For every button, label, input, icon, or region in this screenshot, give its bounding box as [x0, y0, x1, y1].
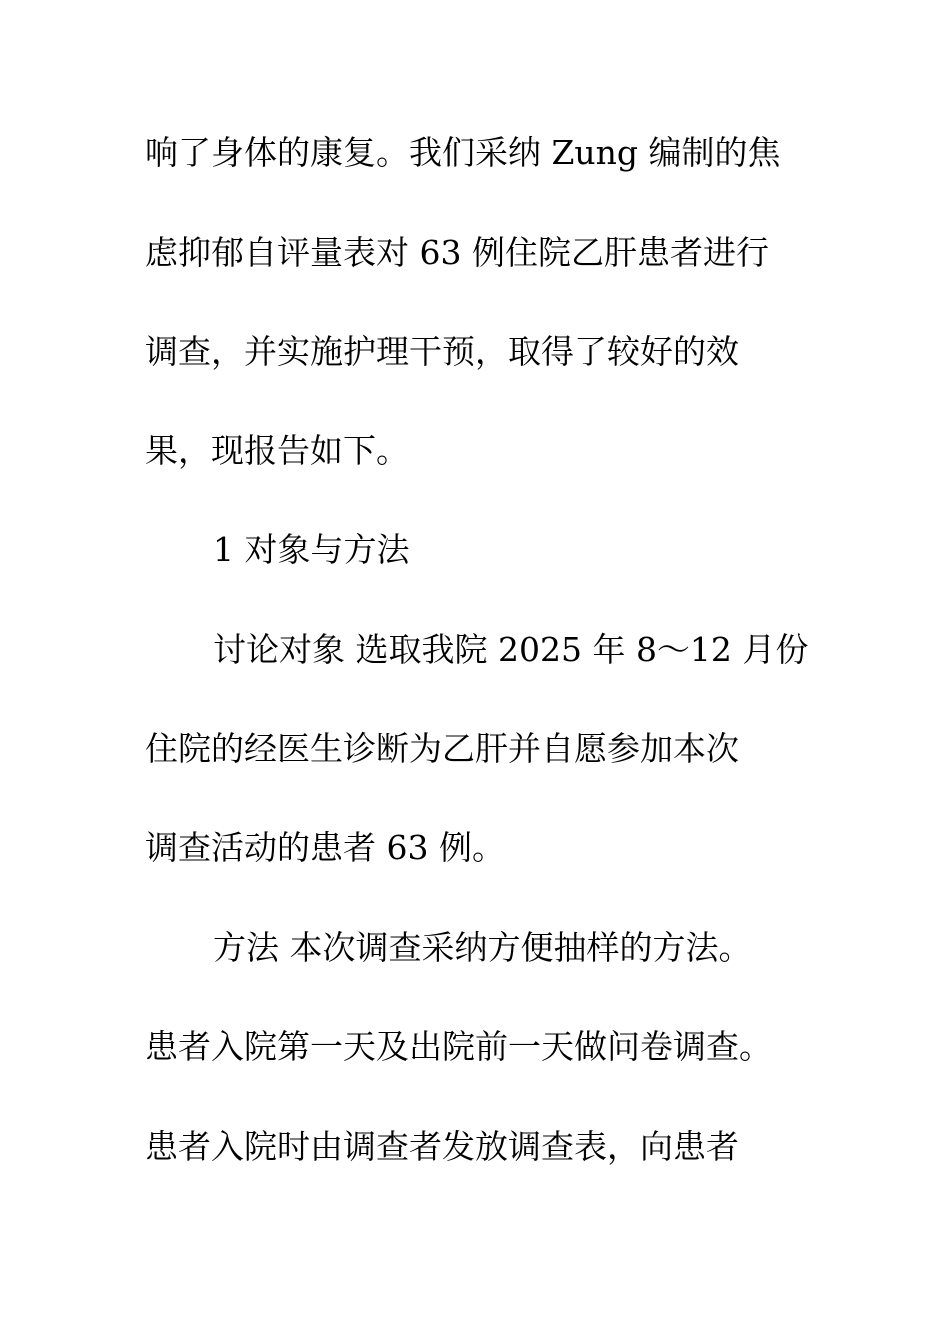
- paragraph-line: 果，现报告如下。: [145, 431, 409, 470]
- section-heading: 1 对象与方法: [213, 530, 410, 569]
- paragraph-line: 方法 本次调查采纳方便抽样的方法。: [213, 928, 752, 967]
- paragraph-line: 虑抑郁自评量表对 63 例住院乙肝患者进行: [145, 233, 769, 272]
- paragraph-line: 患者入院时由调查者发放调查表，向患者: [145, 1127, 739, 1166]
- paragraph-line: 讨论对象 选取我院 2025 年 8～12 月份: [213, 630, 809, 669]
- paragraph-line: 调查，并实施护理干预，取得了较好的效: [145, 332, 739, 371]
- paragraph-line: 响了身体的康复。我们采纳 Zung 编制的焦: [145, 133, 781, 172]
- paragraph-line: 住院的经医生诊断为乙肝并自愿参加本次: [145, 729, 739, 768]
- paragraph-line: 调查活动的患者 63 例。: [145, 828, 505, 867]
- paragraph-line: 患者入院第一天及出院前一天做问卷调查。: [145, 1027, 772, 1066]
